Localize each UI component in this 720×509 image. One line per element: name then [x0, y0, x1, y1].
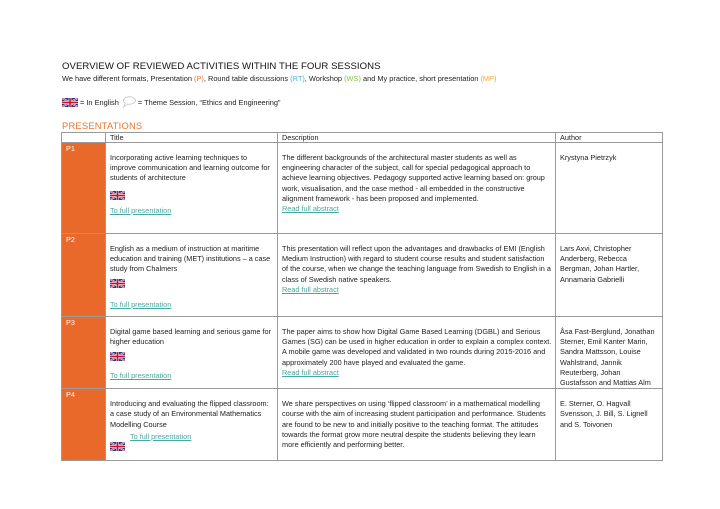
row-id: P4 — [62, 389, 106, 461]
row-description: This presentation will reflect upon the advantages and drawbacks of EMI (English Medium Instruction) with regard to student course results and student satisfaction of the course, when we change the teaching language from Swedish to English in a class of Swedish native speakers. — [282, 244, 551, 284]
row-description: The different backgrounds of the architectural master students as well as engineering character of the subject, call for special pedagogical approach to achieve learning objectives. Pedagogy supported active learning based on: group work, visualisation, and the case method - all embedded in the constructive alignment framework - has been proposed and implemented. — [282, 153, 545, 203]
format-code-presentation: (P) — [194, 74, 204, 83]
uk-flag-icon — [110, 442, 125, 451]
row-description: The paper aims to show how Digital Game Based Learning (DGBL) and Serious Games (SG) can be used in higher education in order to explain a complex context. A mobile game was developed and validated in two rounds during 2015-2016 and approximately 200 have played and evaluated the game. — [282, 327, 552, 367]
row-author: Lars Axvi, Christopher Anderberg, Rebecca Bergman, Johan Hartler, Annamaria Gabrielli — [556, 234, 663, 317]
row-title-cell — [106, 389, 278, 461]
subtitle-text-2: , Round table discussions — [203, 74, 291, 83]
row-title: English as a medium of instruction at maritime education and training (MET) institutions – a case study from Chalmers — [110, 244, 271, 274]
row-author: Krystyna Pietrzyk — [556, 143, 663, 234]
row-title: Digital game based learning and serious game for higher education — [110, 327, 272, 347]
subtitle-text-4: and My practice, short presentation — [360, 74, 481, 83]
format-code-workshop: (WS) — [344, 74, 361, 83]
row-title-cell — [106, 143, 278, 234]
row-id: P1 — [62, 143, 106, 234]
table-row — [62, 317, 663, 389]
read-abstract-link[interactable]: Read full abstract — [282, 367, 339, 377]
header-description: Description — [278, 133, 556, 143]
table-row — [62, 389, 663, 461]
read-abstract-link[interactable]: Read full abstract — [282, 204, 339, 214]
uk-flag-icon — [62, 98, 78, 107]
format-code-round-table: (RT) — [290, 74, 305, 83]
speech-bubble-icon — [122, 96, 136, 108]
header-title: Title — [106, 133, 278, 143]
uk-flag-icon — [110, 279, 125, 288]
row-id: P3 — [62, 317, 106, 389]
full-presentation-link[interactable]: To full presentation — [110, 205, 172, 215]
header-author: Author — [556, 133, 663, 143]
presentations-table — [61, 132, 663, 461]
row-author: Åsa Fast-Berglund, Jonathan Sterner, Emil Kanter Marin, Sandra Mattsson, Louise Wahlstrand, Jannik Reuterberg, Johan Gustafsson and Mattias Alm — [556, 317, 663, 389]
full-presentation-link[interactable]: To full presentation — [110, 371, 172, 381]
row-title: Incorporating active learning techniques to improve communication and learning outcome for students of architecture — [110, 153, 270, 183]
table-header-row — [62, 133, 663, 143]
table-row — [62, 234, 663, 317]
uk-flag-icon — [110, 191, 125, 200]
row-description-cell — [278, 234, 556, 317]
subtitle-text-1: We have different formats, Presentation — [62, 74, 195, 83]
row-title: Introducing and evaluating the flipped classroom: a case study of an Environmental Mathematics Modelling Course — [110, 399, 269, 429]
read-abstract-link[interactable]: Read full abstract — [282, 284, 339, 294]
section-title: PRESENTATIONS — [62, 120, 143, 131]
row-title-cell — [106, 234, 278, 317]
row-description-cell — [278, 389, 556, 461]
page-title: OVERVIEW OF REVIEWED ACTIVITIES WITHIN THE FOUR SESSIONS — [62, 61, 381, 72]
uk-flag-icon — [110, 352, 125, 361]
row-description-cell — [278, 143, 556, 234]
full-presentation-link[interactable]: To full presentation — [110, 299, 172, 309]
row-author: E. Sterner, O. Hagvall Svensson, J. Bill, S. Lignell and S. Toivonen — [556, 389, 663, 461]
row-title-cell — [106, 317, 278, 389]
row-id: P2 — [62, 234, 106, 317]
row-description: We share perspectives on using ‘flipped classroom’ in a mathematical modelling course with the aim of increasing student participation and performance. Students are found to be new to and initially positive to the teaching format. The attitudes towards the format grow more neutral despite the students believing they learn more efficiently and performing better. — [282, 399, 546, 450]
subtitle-text-3: , Workshop — [304, 74, 345, 83]
full-presentation-link[interactable]: To full presentation — [130, 431, 192, 441]
format-code-my-practice: (MP) — [480, 74, 497, 83]
formats-description — [62, 74, 496, 83]
row-description-cell — [278, 317, 556, 389]
legend — [62, 96, 280, 108]
header-id — [62, 133, 106, 143]
table-row — [62, 143, 663, 234]
legend-english-label: = In English — [80, 97, 119, 107]
legend-theme-label: = Theme Session, “Ethics and Engineering” — [137, 97, 281, 107]
